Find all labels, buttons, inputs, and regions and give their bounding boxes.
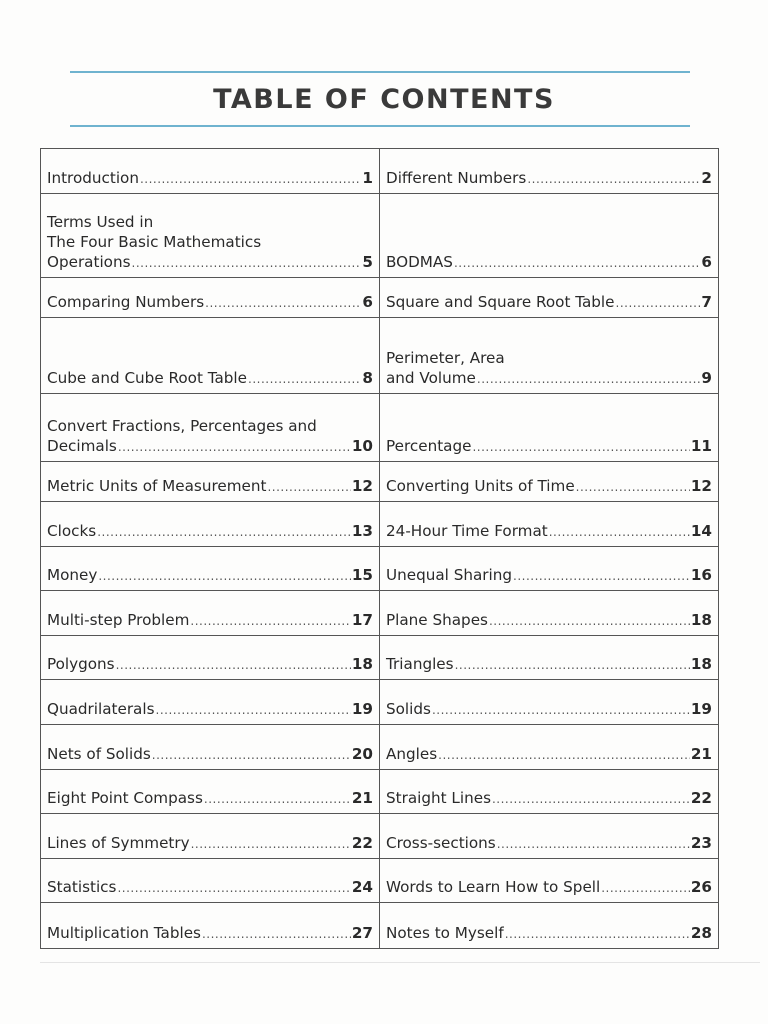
toc-entry bbox=[41, 394, 380, 462]
toc-entry-title: Lines of Symmetry bbox=[47, 834, 190, 852]
toc-entry bbox=[41, 859, 380, 903]
toc-row bbox=[41, 591, 719, 636]
toc-page-number: 11 bbox=[690, 437, 712, 455]
dot-leader bbox=[497, 834, 690, 854]
toc-entry-line bbox=[386, 292, 712, 313]
toc-entry bbox=[41, 725, 380, 770]
toc-entry-line bbox=[386, 744, 712, 765]
toc-entry-line bbox=[47, 565, 373, 586]
toc-entry-content bbox=[47, 292, 373, 317]
toc-body bbox=[41, 149, 719, 949]
dot-leader bbox=[527, 169, 700, 189]
toc-page-number: 6 bbox=[701, 253, 712, 271]
toc-row bbox=[41, 770, 719, 814]
toc-entry-line bbox=[47, 476, 373, 497]
toc-entry-title: Percentage bbox=[386, 437, 472, 455]
toc-page-number: 20 bbox=[351, 745, 373, 763]
toc-entry-line bbox=[386, 168, 712, 189]
toc-entry-title: Multi-step Problem bbox=[47, 611, 190, 629]
toc-entry-content bbox=[386, 923, 712, 948]
toc-entry-line bbox=[47, 252, 373, 273]
toc-entry-title-line: Convert Fractions, Percentages and bbox=[47, 417, 317, 435]
toc-page-number: 24 bbox=[351, 878, 373, 896]
dot-leader bbox=[455, 655, 690, 675]
toc-row bbox=[41, 502, 719, 547]
toc-entry bbox=[380, 462, 719, 502]
toc-page-number: 27 bbox=[351, 924, 373, 942]
toc-entry-content bbox=[386, 565, 712, 590]
toc-entry-title: Words to Learn How to Spell bbox=[386, 878, 601, 896]
toc-entry-line bbox=[386, 833, 712, 854]
toc-row bbox=[41, 278, 719, 318]
toc-entry bbox=[380, 547, 719, 591]
dot-leader bbox=[118, 437, 351, 457]
toc-page-number: 12 bbox=[351, 477, 373, 495]
toc-page-number: 7 bbox=[701, 293, 712, 311]
toc-entry-content bbox=[47, 521, 373, 546]
toc-entry-line bbox=[386, 788, 712, 809]
toc-entry-title: Unequal Sharing bbox=[386, 566, 513, 584]
toc-page-number: 23 bbox=[690, 834, 712, 852]
dot-leader bbox=[132, 253, 362, 273]
toc-page-number: 22 bbox=[351, 834, 373, 852]
bottom-rule bbox=[70, 125, 690, 127]
toc-page-number: 16 bbox=[690, 566, 712, 584]
toc-entry-content bbox=[47, 699, 373, 724]
toc-entry-title: Nets of Solids bbox=[47, 745, 151, 763]
toc-entry-title: Statistics bbox=[47, 878, 117, 896]
toc-entry-content bbox=[47, 744, 373, 769]
dot-leader bbox=[438, 745, 690, 765]
toc-entry-content bbox=[386, 744, 712, 769]
toc-entry bbox=[41, 502, 380, 547]
toc-entry-line bbox=[386, 521, 712, 542]
page-footline bbox=[40, 962, 760, 963]
toc-entry-title: BODMAS bbox=[386, 253, 453, 271]
toc-page-number: 21 bbox=[690, 745, 712, 763]
toc-entry-content bbox=[47, 168, 373, 193]
toc-page-number: 17 bbox=[351, 611, 373, 629]
toc-page-number: 10 bbox=[351, 437, 373, 455]
toc-entry-title: Triangles bbox=[386, 655, 454, 673]
toc-entry bbox=[41, 770, 380, 814]
toc-entry bbox=[380, 725, 719, 770]
dot-leader bbox=[98, 566, 351, 586]
toc-entry-line bbox=[47, 654, 373, 675]
toc-entry-line bbox=[47, 923, 373, 944]
toc-page-number: 28 bbox=[690, 924, 712, 942]
toc-entry bbox=[41, 903, 380, 949]
toc-entry-content bbox=[47, 788, 373, 813]
page-title: TABLE OF CONTENTS bbox=[213, 84, 555, 115]
toc-entry-line bbox=[386, 476, 712, 497]
toc-entry-content bbox=[386, 436, 712, 461]
toc-entry-title-line: The Four Basic Mathematics bbox=[47, 233, 262, 251]
toc-entry bbox=[41, 278, 380, 318]
toc-entry-content bbox=[386, 877, 712, 902]
toc-entry-content bbox=[47, 923, 373, 948]
dot-leader bbox=[513, 566, 690, 586]
toc-entry-content bbox=[386, 788, 712, 813]
toc-entry bbox=[41, 318, 380, 394]
toc-entry-content bbox=[47, 476, 373, 501]
dot-leader bbox=[505, 924, 690, 944]
toc-entry-line bbox=[47, 368, 373, 389]
toc-entry-content bbox=[47, 565, 373, 590]
dot-leader bbox=[489, 611, 690, 631]
toc-page-number: 6 bbox=[362, 293, 373, 311]
toc-entry bbox=[380, 770, 719, 814]
toc-entry-line bbox=[386, 252, 712, 273]
toc-entry bbox=[380, 502, 719, 547]
toc-entry-content bbox=[386, 292, 712, 317]
toc-entry-content bbox=[386, 252, 712, 277]
dot-leader bbox=[267, 477, 350, 497]
toc-entry-title: and Volume bbox=[386, 369, 476, 387]
toc-page-number: 18 bbox=[690, 655, 712, 673]
dot-leader bbox=[454, 253, 700, 273]
toc-entry bbox=[380, 394, 719, 462]
toc-page-number: 13 bbox=[351, 522, 373, 540]
toc-entry-title: Money bbox=[47, 566, 98, 584]
toc-entry bbox=[380, 859, 719, 903]
toc-entry bbox=[380, 194, 719, 278]
toc-entry-content bbox=[47, 416, 373, 461]
toc-page-number: 14 bbox=[690, 522, 712, 540]
toc-entry-line bbox=[47, 292, 373, 313]
toc-entry-content bbox=[386, 610, 712, 635]
toc-entry-content bbox=[386, 699, 712, 724]
toc-page-number: 22 bbox=[690, 789, 712, 807]
toc-page-number: 19 bbox=[690, 700, 712, 718]
toc-row bbox=[41, 194, 719, 278]
toc-entry bbox=[41, 680, 380, 725]
toc-entry-title: Comparing Numbers bbox=[47, 293, 205, 311]
dot-leader bbox=[576, 477, 690, 497]
toc-entry-line bbox=[47, 877, 373, 898]
toc-entry-title-line: Terms Used in bbox=[47, 213, 154, 231]
toc-entry-line bbox=[386, 368, 712, 389]
toc-entry-title: Cube and Cube Root Table bbox=[47, 369, 247, 387]
toc-entry bbox=[41, 194, 380, 278]
toc-entry-content bbox=[386, 168, 712, 193]
dot-leader bbox=[202, 924, 351, 944]
toc-entry-title: Straight Lines bbox=[386, 789, 491, 807]
toc-entry-line bbox=[386, 610, 712, 631]
toc-page-number: 12 bbox=[690, 477, 712, 495]
toc-entry-line bbox=[47, 168, 373, 189]
toc-entry-title: Converting Units of Time bbox=[386, 477, 575, 495]
toc-entry-title: Polygons bbox=[47, 655, 115, 673]
toc-row bbox=[41, 149, 719, 194]
toc-entry bbox=[41, 636, 380, 680]
toc-entry bbox=[41, 462, 380, 502]
dot-leader bbox=[432, 700, 690, 720]
toc-entry-title: Eight Point Compass bbox=[47, 789, 203, 807]
toc-entry-title: Metric Units of Measurement bbox=[47, 477, 267, 495]
top-rule bbox=[70, 71, 690, 73]
toc-page-number: 15 bbox=[351, 566, 373, 584]
toc-page-number: 18 bbox=[690, 611, 712, 629]
toc-entry-line bbox=[47, 699, 373, 720]
dot-leader bbox=[191, 834, 351, 854]
dot-leader bbox=[140, 169, 361, 189]
toc-row bbox=[41, 725, 719, 770]
toc-entry-line bbox=[47, 436, 373, 457]
toc-entry-title: Angles bbox=[386, 745, 438, 763]
toc-entry-content bbox=[386, 348, 712, 393]
toc-entry-content bbox=[47, 877, 373, 902]
toc-entry-content bbox=[47, 833, 373, 858]
toc-entry bbox=[380, 149, 719, 194]
toc-entry-line bbox=[386, 699, 712, 720]
toc-entry-line bbox=[386, 923, 712, 944]
toc-page-number: 8 bbox=[362, 369, 373, 387]
toc-entry-title: Operations bbox=[47, 253, 131, 271]
toc-entry-content bbox=[47, 610, 373, 635]
dot-leader bbox=[472, 437, 689, 457]
toc-entry-line bbox=[386, 436, 712, 457]
toc-entry-title: Solids bbox=[386, 700, 431, 718]
toc-entry-title: Introduction bbox=[47, 169, 139, 187]
dot-leader bbox=[477, 369, 701, 389]
dot-leader bbox=[117, 878, 350, 898]
toc-entry-title: Plane Shapes bbox=[386, 611, 488, 629]
dot-leader bbox=[601, 878, 690, 898]
toc-entry-content bbox=[386, 833, 712, 858]
toc-row bbox=[41, 394, 719, 462]
toc-entry-title: Square and Square Root Table bbox=[386, 293, 615, 311]
toc-entry bbox=[380, 278, 719, 318]
toc-entry-content bbox=[386, 476, 712, 501]
toc-entry bbox=[380, 636, 719, 680]
toc-page-number: 2 bbox=[701, 169, 712, 187]
toc-row bbox=[41, 903, 719, 949]
toc-page-number: 5 bbox=[362, 253, 373, 271]
dot-leader bbox=[152, 745, 351, 765]
toc-entry-title: Notes to Myself bbox=[386, 924, 504, 942]
toc-entry-title: Multiplication Tables bbox=[47, 924, 201, 942]
toc-row bbox=[41, 318, 719, 394]
dot-leader bbox=[549, 522, 690, 542]
toc-entry-content bbox=[47, 212, 373, 277]
toc-entry-line bbox=[47, 610, 373, 631]
toc-row bbox=[41, 462, 719, 502]
toc-entry-line bbox=[47, 833, 373, 854]
toc-entry bbox=[41, 591, 380, 636]
toc-entry-title: Quadrilaterals bbox=[47, 700, 155, 718]
toc-entry bbox=[380, 903, 719, 949]
toc-entry bbox=[380, 591, 719, 636]
toc-entry-content bbox=[47, 654, 373, 679]
toc-row bbox=[41, 859, 719, 903]
toc-entry-content bbox=[47, 368, 373, 393]
toc-row bbox=[41, 547, 719, 591]
toc-entry-line bbox=[47, 521, 373, 542]
toc-entry bbox=[380, 318, 719, 394]
dot-leader bbox=[248, 369, 361, 389]
toc-entry bbox=[380, 680, 719, 725]
dot-leader bbox=[616, 293, 701, 313]
dot-leader bbox=[205, 293, 361, 313]
toc-entry-line bbox=[47, 744, 373, 765]
toc-page-number: 18 bbox=[351, 655, 373, 673]
dot-leader bbox=[204, 789, 351, 809]
toc-page-number: 26 bbox=[690, 878, 712, 896]
toc-entry-line bbox=[386, 654, 712, 675]
toc-entry-title: Decimals bbox=[47, 437, 117, 455]
toc-page-number: 9 bbox=[701, 369, 712, 387]
toc-row bbox=[41, 814, 719, 859]
dot-leader bbox=[492, 789, 690, 809]
toc-row bbox=[41, 636, 719, 680]
toc-entry-title: 24-Hour Time Format bbox=[386, 522, 548, 540]
toc-entry-line bbox=[47, 788, 373, 809]
toc-entry-title-line: Perimeter, Area bbox=[386, 349, 505, 367]
dot-leader bbox=[97, 522, 351, 542]
dot-leader bbox=[156, 700, 351, 720]
toc-entry-content bbox=[386, 654, 712, 679]
toc-entry bbox=[41, 547, 380, 591]
dot-leader bbox=[190, 611, 350, 631]
toc-page-number: 21 bbox=[351, 789, 373, 807]
toc-entry bbox=[41, 814, 380, 859]
toc-entry-line bbox=[386, 877, 712, 898]
toc-entry-title: Cross-sections bbox=[386, 834, 496, 852]
toc-entry bbox=[41, 149, 380, 194]
toc-page-number: 19 bbox=[351, 700, 373, 718]
toc-entry-line bbox=[386, 565, 712, 586]
dot-leader bbox=[116, 655, 351, 675]
toc-table bbox=[40, 148, 719, 949]
toc-entry-title: Different Numbers bbox=[386, 169, 527, 187]
toc-entry bbox=[380, 814, 719, 859]
toc-entry-title: Clocks bbox=[47, 522, 97, 540]
toc-row bbox=[41, 680, 719, 725]
toc-page-number: 1 bbox=[362, 169, 373, 187]
toc-entry-content bbox=[386, 521, 712, 546]
